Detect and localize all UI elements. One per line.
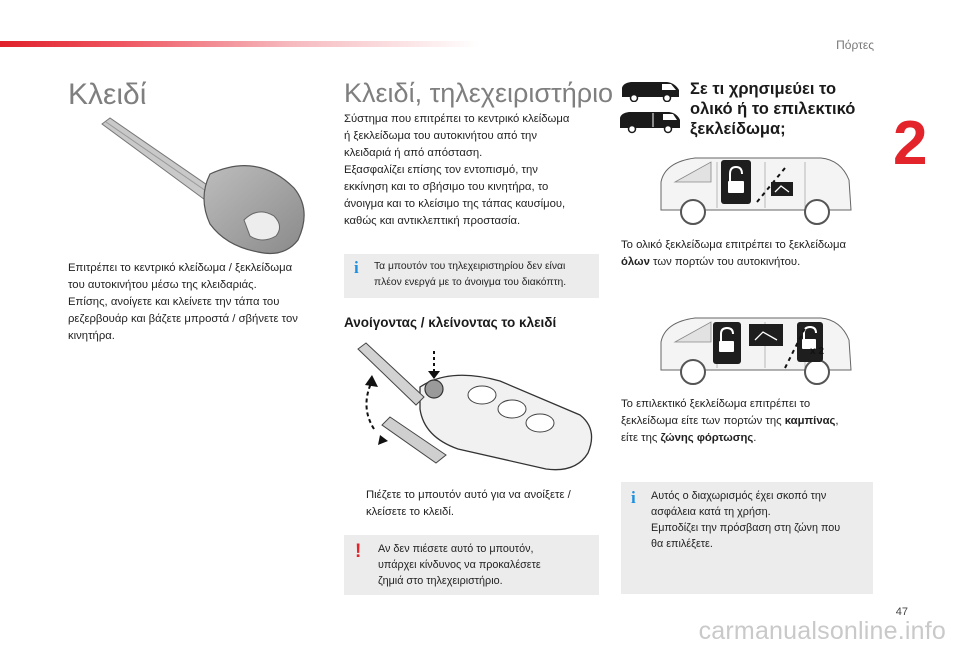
text-line: Επιτρέπει το κεντρικό κλείδωμα / ξεκλείδωμα: [68, 262, 293, 274]
text-line: Εξασφαλίζει επίσης τον εντοπισμό, την: [344, 164, 538, 176]
text-fragment: .: [753, 432, 757, 444]
text-line: εκκίνηση και το σβήσιμο του κινητήρα, το: [344, 181, 549, 193]
fold-key-heading: Ανοίγοντας / κλείνοντας το κλειδί: [344, 315, 557, 330]
remote-key-description: [344, 111, 599, 230]
text-line: ασφάλεια κατά τη χρήση.: [651, 506, 771, 518]
page-number: 47: [895, 606, 908, 618]
global-unlock-text: [621, 237, 881, 271]
unlocking-question-title: [690, 79, 855, 139]
separation-info-note: [621, 482, 873, 594]
warning-note: [344, 535, 599, 595]
selective-unlock-text: [621, 396, 881, 447]
bold-word: καμπίνας: [784, 415, 836, 427]
title-line: ξεκλείδωμα;: [690, 120, 786, 138]
section-title: Πόρτες: [836, 38, 874, 52]
text-line: του αυτοκινήτου μέσω της κλειδαριάς.: [68, 279, 257, 291]
step-instruction: [348, 487, 600, 521]
text-fragment: ξεκλείδωμα είτε των πορτών της: [621, 415, 785, 427]
text-line: κινητήρα.: [68, 330, 115, 342]
text-line: ζημιά στο τηλεχειριστήριο.: [378, 575, 503, 587]
text-line: Αν δεν πιέσετε αυτό το μπουτόν,: [378, 543, 534, 555]
text-fragment: των πορτών του αυτοκινήτου.: [649, 256, 801, 268]
chapter-number: 2: [893, 109, 928, 178]
bold-word: ζώνης φόρτωσης: [660, 432, 754, 444]
info-icon: i: [354, 258, 359, 277]
text-line: άνοιγμα και το κλείσιμο της τάπας καυσίμου,: [344, 198, 566, 210]
text-fragment: ,: [835, 415, 839, 427]
key-title: Κλειδί: [68, 78, 147, 111]
info-icon: i: [631, 488, 636, 507]
text-line: Αυτός ο διαχωρισμός έχει σκοπό την: [651, 490, 827, 502]
van-icon-selective: [617, 110, 683, 134]
text-line: θα επιλέξετε.: [651, 538, 713, 550]
text-line: Το ολικό ξεκλείδωμα επιτρέπει το ξεκλείδωμα: [621, 239, 847, 251]
text-line: Εμποδίζει την πρόσβαση στη ζώνη που: [651, 522, 841, 534]
key-illustration: [98, 112, 318, 262]
text-line: Το επιλεκτικό ξεκλείδωμα επιτρέπει το: [621, 398, 811, 410]
text-line: υπάρχει κίνδυνος να προκαλέσετε: [378, 559, 541, 571]
title-line: ολικό ή το επιλεκτικό: [690, 100, 856, 118]
text-fragment: είτε της: [621, 432, 661, 444]
van-icon-global: [619, 80, 681, 102]
remote-key-title: Κλειδί, τηλεχειριστήριο: [344, 78, 614, 108]
key-description: [68, 260, 323, 345]
text-line: πλέον ενεργά με το άνοιγμα του διακόπτη.: [374, 277, 567, 288]
text-line: ή ξεκλείδωμα του αυτοκινήτου από την: [344, 130, 537, 142]
text-line: Τα μπουτόν του τηλεχειριστηρίου δεν είναι: [374, 261, 566, 272]
info-note: [344, 254, 599, 298]
text-line: κλείσετε το κλειδί.: [366, 506, 454, 518]
text-line: Πιέζετε το μπουτόν αυτό για να ανοίξετε /: [366, 489, 571, 501]
text-line: καθώς και αντικλεπτική προστασία.: [344, 215, 521, 227]
text-line: ρεζερβουάρ και βάζετε μπροστά / σβήνετε τον: [68, 313, 298, 325]
van-selective-unlock-illustration: [655, 312, 855, 390]
warning-icon: !: [355, 541, 362, 562]
text-line: Σύστημα που επιτρέπει το κεντρικό κλείδωμα: [344, 113, 570, 125]
press-twice-badge: x 2: [810, 346, 824, 357]
remote-fold-illustration: [350, 337, 600, 477]
bold-word: όλων: [621, 256, 650, 268]
van-global-unlock-illustration: [655, 152, 855, 230]
watermark: carmanualsonline.info: [698, 617, 946, 645]
text-line: Επίσης, ανοίγετε και κλείνετε την τάπα του: [68, 296, 280, 308]
text-line: κλειδαριά ή από απόσταση.: [344, 147, 483, 159]
header-accent-bar: [0, 41, 480, 47]
title-line: Σε τι χρησιμεύει το: [690, 80, 837, 98]
